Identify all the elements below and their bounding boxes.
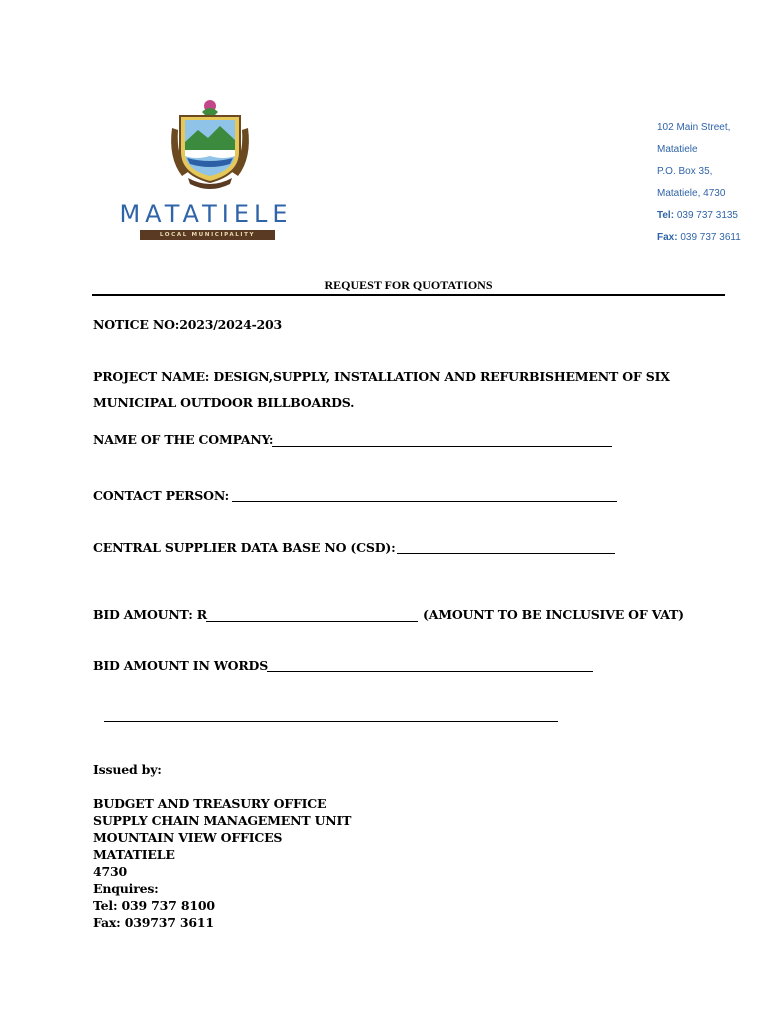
municipal-crest-icon	[168, 98, 252, 190]
fax-value: 039 737 3611	[677, 232, 741, 243]
logo-subtext-band: LOCAL MUNICIPALITY	[140, 230, 275, 240]
document-title: REQUEST FOR QUOTATIONS	[324, 278, 493, 292]
company-name-field[interactable]	[272, 446, 612, 447]
issuer-line-7: Tel: 039 737 8100	[93, 898, 215, 913]
address-line-3: P.O. Box 35,	[657, 166, 713, 177]
bid-words-field-continued[interactable]	[104, 721, 558, 722]
company-name-label: NAME OF THE COMPANY:	[93, 432, 274, 447]
issuer-line-2: SUPPLY CHAIN MANAGEMENT UNIT	[93, 813, 352, 828]
contact-person-field[interactable]	[232, 501, 617, 502]
fax-line	[657, 232, 741, 243]
bid-amount-label: BID AMOUNT: R	[93, 607, 207, 622]
issued-by-label: Issued by:	[93, 762, 162, 777]
bid-words-label: BID AMOUNT IN WORDS	[93, 658, 269, 673]
logo-wordmark: MATATIELE	[119, 200, 293, 228]
csd-number-label: CENTRAL SUPPLIER DATA BASE NO (CSD):	[93, 540, 396, 555]
address-line-1: 102 Main Street,	[657, 122, 731, 133]
title-divider	[92, 294, 725, 296]
bid-amount-field[interactable]	[206, 621, 418, 622]
bid-amount-note: (AMOUNT TO BE INCLUSIVE OF VAT)	[423, 607, 684, 622]
issuer-line-4: MATATIELE	[93, 847, 175, 862]
address-line-2: Matatiele	[657, 144, 698, 155]
fax-label: Fax:	[657, 232, 678, 243]
project-name-line-2: MUNICIPAL OUTDOOR BILLBOARDS.	[93, 395, 355, 410]
address-line-4: Matatiele, 4730	[657, 188, 726, 199]
issuer-line-5: 4730	[93, 864, 127, 879]
notice-number: NOTICE NO:2023/2024-203	[93, 317, 283, 332]
contact-person-label: CONTACT PERSON:	[93, 488, 230, 503]
issuer-line-6: Enquires:	[93, 881, 159, 896]
csd-number-field[interactable]	[397, 553, 615, 554]
tel-value: 039 737 3135	[674, 210, 738, 221]
tel-line	[657, 210, 738, 221]
tel-label: Tel:	[657, 210, 675, 221]
issuer-line-1: BUDGET AND TREASURY OFFICE	[93, 796, 327, 811]
issuer-line-3: MOUNTAIN VIEW OFFICES	[93, 830, 283, 845]
project-name-line-1: PROJECT NAME: DESIGN,SUPPLY, INSTALLATION AND REFURBISHEMENT OF SIX	[93, 369, 670, 384]
bid-words-field[interactable]	[267, 671, 593, 672]
issuer-line-8: Fax: 039737 3611	[93, 915, 214, 930]
